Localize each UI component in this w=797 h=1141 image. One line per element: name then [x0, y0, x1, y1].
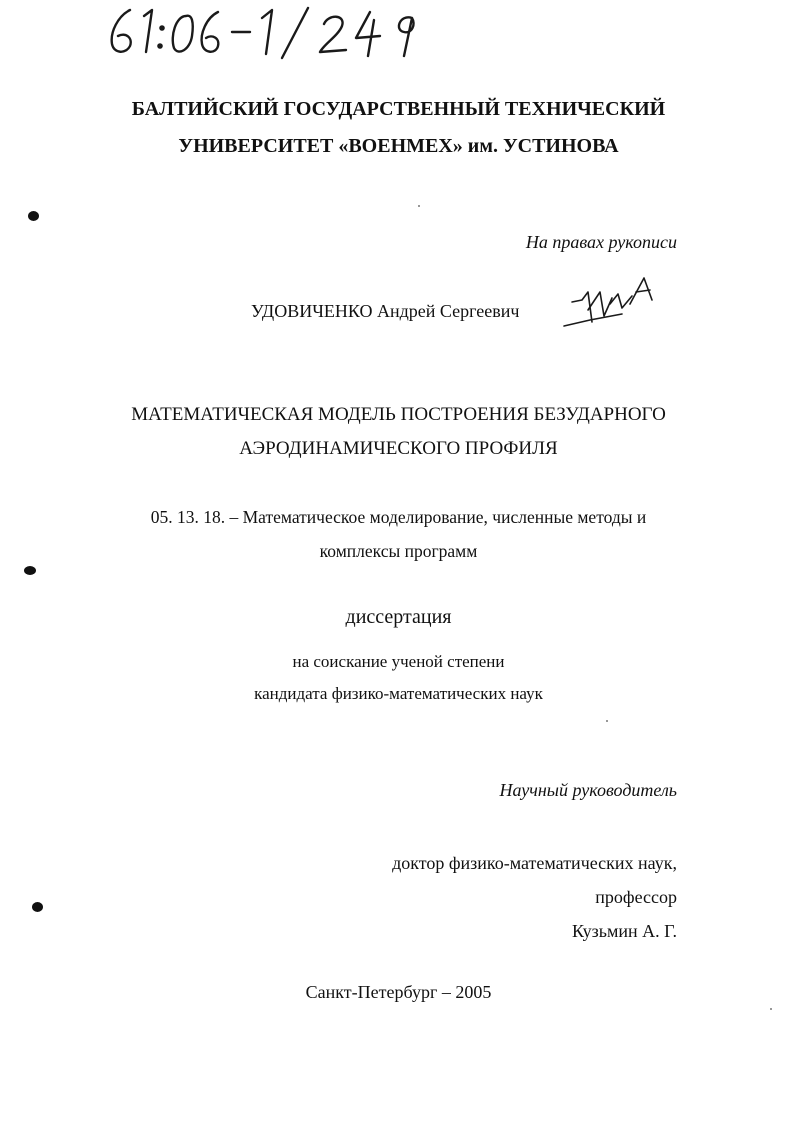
university-line-1: БАЛТИЙСКИЙ ГОСУДАРСТВЕННЫЙ ТЕХНИЧЕСКИЙ [131, 98, 666, 120]
manuscript-rights: На правах рукописи [525, 232, 677, 252]
degree-line-2: кандидата физико-математических наук [254, 684, 543, 703]
title-line-1: МАТЕМАТИЧЕСКАЯ МОДЕЛЬ ПОСТРОЕНИЯ БЕЗУДАРНОГО [131, 404, 666, 425]
specialty-line-2: комплексы программ [319, 541, 478, 561]
specialty-line-1: 05. 13. 18. – Математическое моделирование, численные методы и [150, 507, 647, 527]
signature-image [560, 270, 660, 334]
supervisor-rank: профессор [595, 887, 677, 907]
thesis-type: диссертация [345, 606, 452, 628]
handwritten-archive-code [100, 2, 440, 60]
supervisor-block [392, 846, 677, 948]
scan-speck [418, 205, 420, 207]
university-line-2: УНИВЕРСИТЕТ «ВОЕНМЕХ» им. УСТИНОВА [178, 135, 619, 157]
punch-hole-mark [32, 902, 43, 912]
degree-line-1: на соискание ученой степени [292, 652, 505, 671]
university-name [0, 91, 797, 165]
scan-speck [770, 1008, 772, 1010]
supervisor-label: Научный руководитель [499, 780, 677, 800]
specialty-code [0, 500, 797, 568]
punch-hole-mark [28, 211, 39, 221]
scan-speck [606, 720, 608, 722]
thesis-title [0, 398, 797, 466]
city-year: Санкт-Петербург – 2005 [305, 982, 492, 1002]
punch-hole-mark [24, 566, 36, 575]
supervisor-degree: доктор физико-математических наук, [392, 853, 677, 873]
author-name: УДОВИЧЕНКО Андрей Сергеевич [251, 301, 520, 321]
title-line-2: АЭРОДИНАМИЧЕСКОГО ПРОФИЛЯ [239, 438, 558, 459]
degree-sought [0, 646, 797, 710]
supervisor-name: Кузьмин А. Г. [571, 921, 677, 941]
